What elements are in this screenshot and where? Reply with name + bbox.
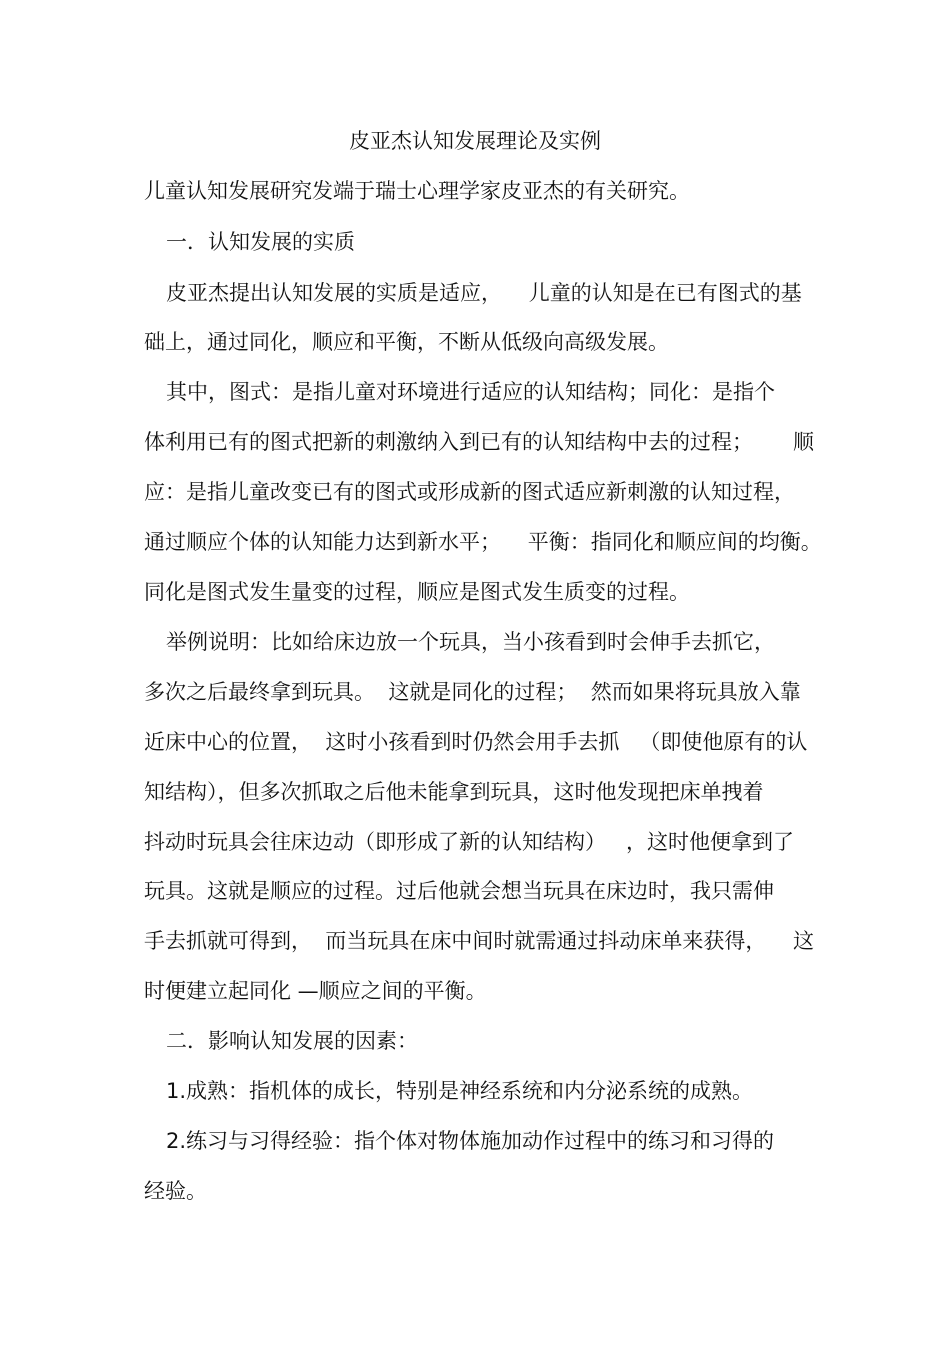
paragraph-line: 体利用已有的图式把新的刺激纳入到已有的认知结构中去的过程； 顺 [144,430,815,454]
paragraph-line: 应：是指儿童改变已有的图式或形成新的图式适应新刺激的认知过程， [144,480,795,504]
paragraph-line: 抖动时玩具会往床边动（即形成了新的认知结构） ，这时他便拿到了 [144,830,795,854]
paragraph-line: 玩具。这就是顺应的过程。过后他就会想当玩具在床边时，我只需伸 [144,879,774,903]
paragraph-line: 举例说明：比如给床边放一个玩具，当小孩看到时会伸手去抓它， [166,630,775,654]
list-item: 2.练习与习得经验：指个体对物体施加动作过程中的练习和习得的 [166,1129,775,1153]
paragraph-line: 皮亚杰提出认知发展的实质是适应， 儿童的认知是在已有图式的基 [166,281,802,305]
paragraph-line: 通过顺应个体的认知能力达到新水平； 平衡：指同化和顺应间的均衡。 [144,530,822,554]
paragraph-line: 础上，通过同化，顺应和平衡，不断从低级向高级发展。 [144,330,669,354]
paragraph-line: 近床中心的位置， 这时小孩看到时仍然会用手去抓 （即使他原有的认 [144,730,808,754]
paragraph-line: 手去抓就可得到， 而当玩具在床中间时就需通过抖动床单来获得， 这 [144,929,815,953]
document-title: 皮亚杰认知发展理论及实例 [349,129,601,153]
section-heading: 二．影响认知发展的因素： [166,1029,418,1053]
paragraph-line: 时便建立起同化 —顺应之间的平衡。 [144,979,487,1003]
paragraph-line: 其中，图式：是指儿童对环境进行适应的认知结构；同化：是指个 [166,380,775,404]
paragraph-line: 同化是图式发生量变的过程，顺应是图式发生质变的过程。 [144,580,690,604]
section-heading: 一．认知发展的实质 [166,230,355,254]
list-item: 1.成熟：指机体的成长，特别是神经系统和内分泌系统的成熟。 [166,1079,754,1103]
paragraph-line: 知结构），但多次抓取之后他未能拿到玩具，这时他发现把床单拽着 [144,780,764,804]
paragraph-line: 多次之后最终拿到玩具。 这就是同化的过程； 然而如果将玩具放入靠 [144,680,801,704]
paragraph-line: 儿童认知发展研究发端于瑞士心理学家皮亚杰的有关研究。 [144,179,690,203]
paragraph-line: 经验。 [144,1179,207,1203]
